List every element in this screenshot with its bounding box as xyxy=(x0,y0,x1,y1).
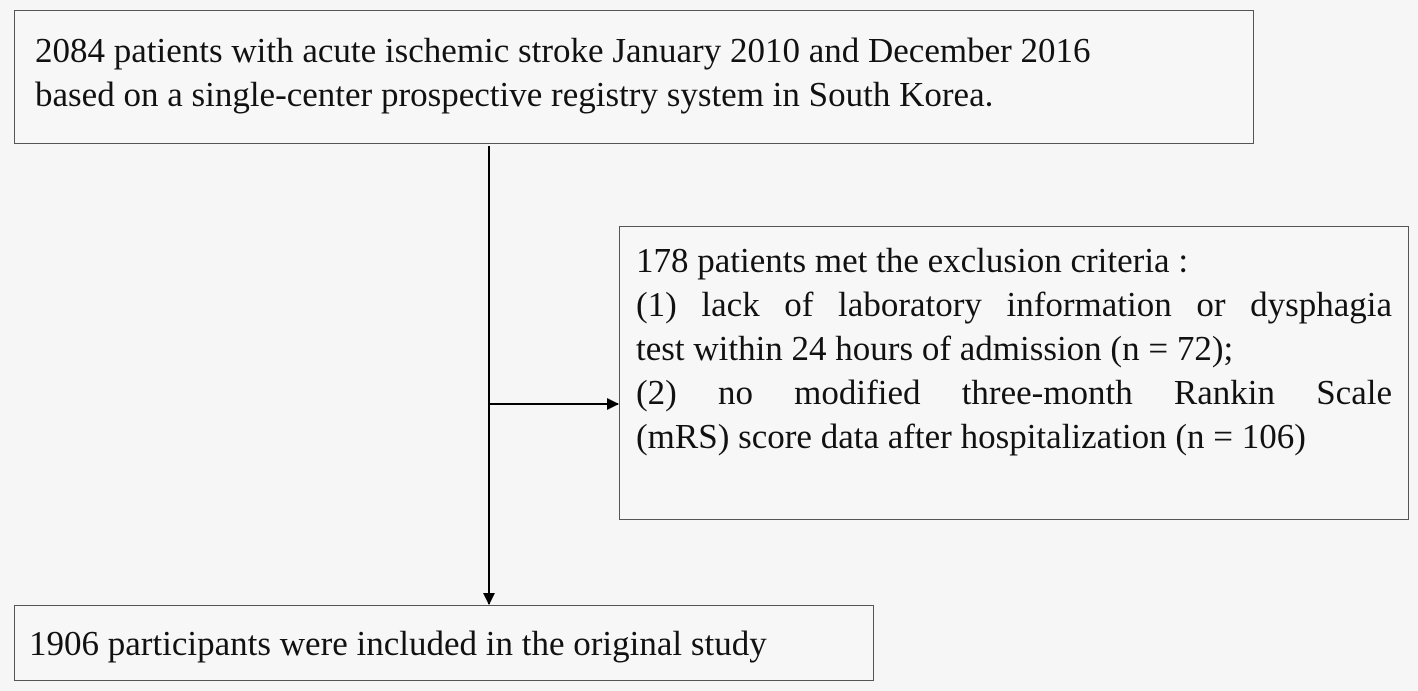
exclusion-item-1-line-2: test within 24 hours of admission (n = 72); xyxy=(636,329,1234,368)
final-cohort-text: 1906 participants were included in the original study xyxy=(29,624,767,663)
initial-population-box xyxy=(14,10,1254,144)
exclusion-title: 178 patients met the exclusion criteria : xyxy=(636,241,1189,280)
final-cohort-box xyxy=(14,605,874,681)
initial-population-line-1: 2084 patients with acute ischemic stroke January 2010 and December 2016 xyxy=(35,31,1091,70)
initial-population-line-2: based on a single-center prospective registry system in South Korea. xyxy=(35,75,994,114)
exclusion-item-2-line-2: (mRS) score data after hospitalization (n = 106) xyxy=(636,417,1306,456)
exclusion-item-2-line-1: (2) no modified three-month Rankin Scale xyxy=(636,373,1392,412)
exclusion-criteria-box xyxy=(619,226,1409,520)
exclusion-item-1-line-1: (1) lack of laboratory information or dysphagia xyxy=(636,285,1392,324)
